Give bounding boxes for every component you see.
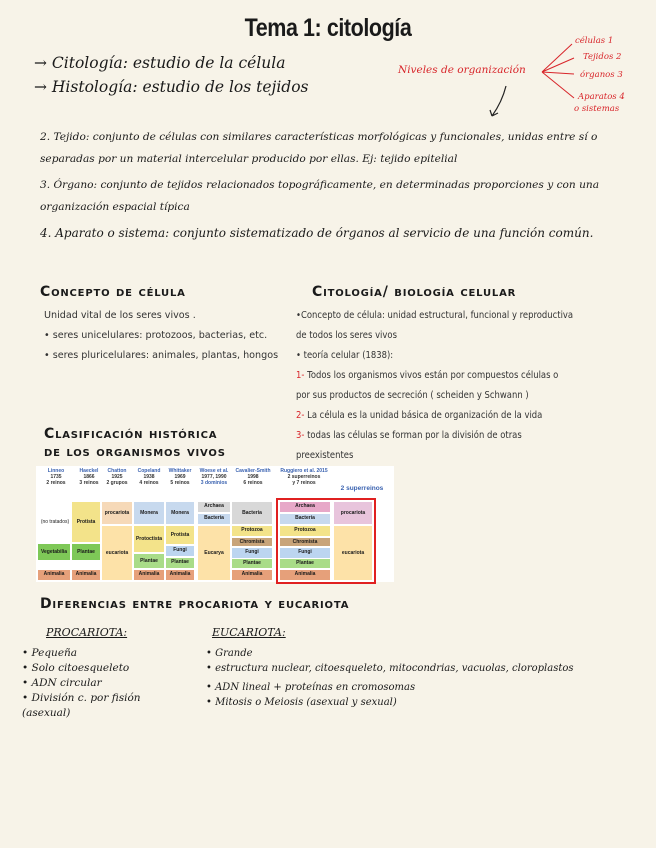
cell-fungi: Fungi [280, 548, 330, 558]
list-item: • División c. por fisión (asexual) [22, 692, 141, 719]
concepto-line: • seres unicelulares: protozoos, bacterias, etc. [44, 330, 268, 341]
list-item: • Solo citoesqueleto [22, 662, 130, 674]
list-item: • Grande [206, 648, 253, 659]
cell-animalia: Animalia [232, 570, 272, 580]
cell-bacteria: Bacteria [280, 514, 330, 524]
teoria-point: 2- La célula es la unidad básica de organización de la vida [296, 410, 543, 421]
cell-archaea: Archaea [280, 502, 330, 512]
procariota-list [22, 646, 172, 721]
niveles-arrows [480, 36, 580, 126]
intro-citologia: → Citología: estudio de la célula [34, 54, 286, 72]
cell-plantae: Plantae [232, 559, 272, 568]
concepto-title: Concepto de célula [40, 284, 186, 300]
cell-no-tratados: (no tratados) [40, 519, 70, 525]
cell-vegetabilia: Vegetabilia [38, 544, 70, 560]
cell-animalia: Animalia [38, 570, 70, 580]
hdr-woese: Woese et al. 1977, 1990 3 dominios [199, 468, 229, 486]
procariota-head: PROCARIOTA: [46, 626, 128, 639]
def-tejido: 2. Tejido: conjunto de células con similares características morfológicas y funcionales, unidas entre sí o separadas por un material intercelular producido por ellas. Ej: tejido epitelial [40, 131, 598, 165]
list-item: • estructura nuclear, citoesqueleto, mitocondrias, vacuolas, cloroplastos [206, 663, 574, 674]
def-organo: 3. Órgano: conjunto de tejidos relacionados topográficamente, en determinadas proporciones y con una organización espacial típica [40, 179, 600, 213]
concepto-line: • seres pluricelulares: animales, plantas, hongos [44, 350, 279, 361]
teoria-point: 3- todas las células se forman por la división de otras [296, 430, 522, 441]
teoria-point: preexistentes [296, 450, 354, 461]
cell-animalia: Animalia [280, 570, 330, 580]
list-item: • ADN circular [22, 677, 102, 689]
ruggiero-highlight-box [276, 498, 376, 584]
nivel-celulas: células 1 [575, 36, 614, 46]
list-item: • ADN lineal + proteínas en cromosomas [206, 682, 416, 693]
hdr-superreinos: 2 superreinos [340, 485, 384, 492]
cell-monera: Monera [134, 502, 164, 524]
teoria-num: 3- [296, 430, 305, 441]
cell-eucariota: eucariota [102, 526, 132, 580]
page-title: Tema 1: citología [244, 14, 412, 42]
def-aparato: 4. Aparato o sistema: conjunto sistematizado de órganos al servicio de una función común. [40, 226, 594, 240]
hdr-whittaker: Whittaker 1969 5 reinos [168, 468, 192, 486]
cell-animalia: Animalia [134, 570, 164, 580]
nivel-aparatos: Aparatos 4 [578, 92, 625, 102]
cell-bacteria: Bacteria [232, 502, 272, 524]
teoria-num: 1- [296, 370, 305, 381]
cell-plantae: Plantae [134, 554, 164, 568]
cell-plantae: Plantae [166, 558, 194, 568]
cell-protoctista: Protoctista [134, 526, 164, 552]
nivel-tejidos: Tejidos 2 [583, 52, 622, 62]
hdr-haeckel: Haeckel 1866 3 reinos [79, 468, 99, 486]
list-item: • Mitosis o Meiosis (asexual y sexual) [206, 697, 397, 708]
cell-monera: Monera [166, 502, 194, 524]
classification-table [36, 466, 394, 582]
citologia-title: Citología/ biología celular [312, 284, 517, 300]
cell-chromista: Chromista [232, 538, 272, 546]
niveles-label: Niveles de organización [398, 64, 526, 76]
eucariota-list [206, 646, 574, 710]
nivel-sistemas: o sistemas [574, 104, 620, 114]
eucariota-head: EUCARIOTA: [212, 626, 286, 639]
cell-protista: Protista [72, 502, 100, 542]
cell-procariota: procariota [102, 502, 132, 524]
cell-animalia: Animalia [72, 570, 100, 580]
citologia-text [296, 306, 573, 466]
cell-chromista: Chromista [280, 538, 330, 546]
nivel-organos: órganos 3 [580, 70, 623, 80]
cell-fungi: Fungi [232, 548, 272, 558]
cell-bacteria: Bacteria [198, 514, 230, 524]
cell-plantae: Plantae [280, 559, 330, 568]
cell-animalia: Animalia [166, 570, 194, 580]
cell-plantae: Plantae [72, 544, 100, 560]
intro-histologia: → Histología: estudio de los tejidos [34, 78, 309, 96]
hdr-copeland: Copeland 1938 4 reinos [137, 468, 161, 486]
hdr-ruggiero: Ruggiero et al. 2015 2 superreinos y 7 reinos [280, 468, 328, 486]
cell-archaea: Archaea [198, 502, 230, 512]
numbered-definitions [40, 126, 620, 248]
hdr-linneo: Linneo 1735 2 reinos [46, 468, 66, 486]
clasificacion-title-2: de los organismos vivos [44, 444, 226, 460]
cell-eucariota: eucariota [334, 526, 372, 580]
list-item: • Pequeña [22, 647, 78, 659]
cell-protista: Protista [166, 526, 194, 544]
teoria-num: 2- [296, 410, 305, 421]
concepto-line: Unidad vital de los seres vivos . [44, 310, 196, 321]
citologia-line: • teoría celular (1838): [296, 350, 394, 361]
concepto-text [44, 306, 278, 366]
teoria-point: 1- Todos los organismos vivos están por compuestos células o [296, 370, 559, 381]
hdr-chatton: Chatton 1925 2 grupos [106, 468, 128, 486]
cell-protozoa: Protozoa [280, 526, 330, 536]
cell-procariota: procariota [334, 502, 372, 524]
citologia-line: de todos los seres vivos [296, 330, 397, 341]
hdr-cavalier: Cavalier-Smith 1998 6 reinos [235, 468, 271, 486]
cell-protozoa: Protozoa [232, 526, 272, 536]
teoria-point: por sus productos de secreción ( scheiden y Schwann ) [296, 390, 529, 401]
citologia-line: •Concepto de célula: unidad estructural, funcional y reproductiva [296, 310, 574, 321]
cell-eucarya: Eucarya [198, 526, 230, 580]
cell-fungi: Fungi [166, 546, 194, 556]
clasificacion-title-1: Clasificación histórica [44, 426, 218, 442]
diferencias-title: Diferencias entre procariota y eucariota [40, 596, 350, 612]
